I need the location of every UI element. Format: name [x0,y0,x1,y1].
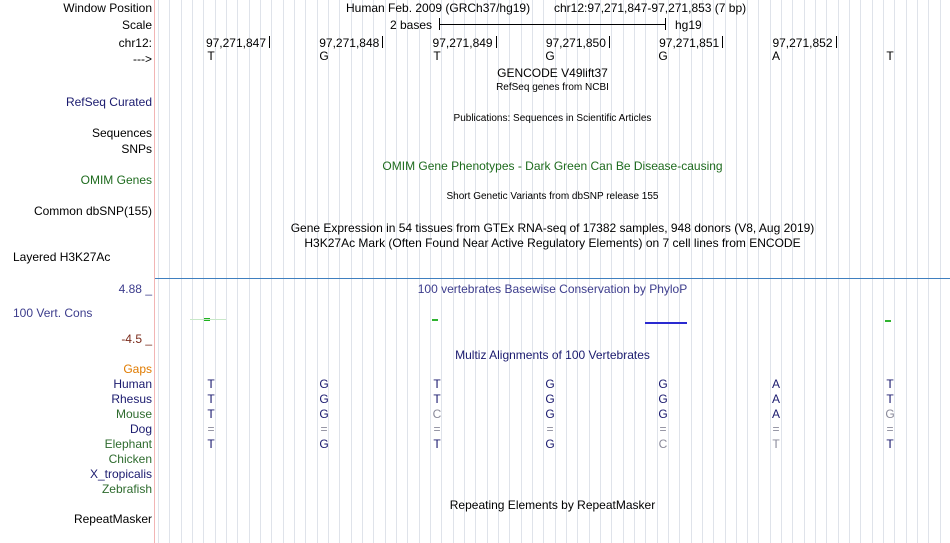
species-label-mouse[interactable]: Mouse [115,407,152,421]
alignment-base: T [207,392,215,406]
species-label-elephant[interactable]: Elephant [104,437,152,451]
cons-mark-1-base [190,319,226,320]
h3k27ac-track-desc: H3K27Ac Mark (Often Found Near Active Regulatory Elements) on 7 cell lines from ENCODE [304,236,801,250]
label-window-position[interactable]: Window Position [63,1,152,15]
ruler-tick [382,36,383,48]
alignment-base: G [545,392,555,406]
species-label-x_tropicalis[interactable]: X_tropicalis [89,467,152,481]
label-sequences[interactable]: Sequences [91,126,152,140]
label-snps[interactable]: SNPs [121,142,152,156]
alignment-base: = [659,422,667,436]
reference-base: A [771,49,780,63]
cons-mark-4 [885,320,891,322]
alignment-base: = [320,422,328,436]
scale-bar-left-end [439,18,440,30]
label-dbsnp[interactable]: Common dbSNP(155) [33,204,152,218]
alignment-base: C [658,437,668,451]
alignment-base: G [658,407,668,421]
label-cons[interactable]: 100 Vert. Cons [13,306,93,320]
reference-base: T [433,49,441,63]
ruler-position-label: 97,271,849 [432,36,493,50]
label-strand[interactable]: ---> [133,52,152,66]
ruler-tick [609,36,610,48]
alignment-base: T [772,437,780,451]
ruler-tick [836,36,837,48]
alignment-base: T [433,377,441,391]
label-cons-max: 4.88 _ [118,282,152,296]
ruler-tick [269,36,270,48]
alignment-base: G [319,407,329,421]
alignment-base: G [319,377,329,391]
alignment-base: T [886,392,894,406]
label-h3k27ac[interactable]: Layered H3K27Ac [13,250,111,264]
reference-base: G [319,49,329,63]
alignment-base: = [433,422,441,436]
alignment-base: T [207,437,215,451]
ruler-position-label: 97,271,850 [545,36,606,50]
species-label-rhesus[interactable]: Rhesus [111,392,152,406]
alignment-base: G [545,407,555,421]
species-label-human[interactable]: Human [113,377,152,391]
alignment-base: A [771,377,780,391]
multiz-track-desc: Multiz Alignments of 100 Vertebrates [455,348,650,362]
ruler-position-label: 97,271,848 [319,36,380,50]
track-separator [155,278,950,279]
alignment-base: = [546,422,554,436]
omim-track-desc: OMIM Gene Phenotypes - Dark Green Can Be Disease-causing [382,159,723,173]
species-label-chicken[interactable]: Chicken [108,452,152,466]
species-label-dog[interactable]: Dog [129,422,152,436]
alignment-base: A [771,407,780,421]
alignment-base: = [886,422,894,436]
ruler-position-label: 97,271,851 [659,36,720,50]
window-position-text: chr12:97,271,847-97,271,853 (7 bp) [554,1,747,15]
alignment-base: G [658,377,668,391]
label-scale[interactable]: Scale [121,18,152,32]
alignment-base: T [207,407,215,421]
label-omim[interactable]: OMIM Genes [80,173,152,187]
alignment-base: T [886,437,894,451]
publications-track-desc: Publications: Sequences in Scientific Articles [453,113,652,124]
label-chrom[interactable]: chr12: [118,36,152,50]
scale-db: hg19 [675,18,702,32]
ruler-position-label: 97,271,852 [772,36,833,50]
dbsnp-track-desc: Short Genetic Variants from dbSNP release 155 [446,191,659,202]
alignment-base: G [658,392,668,406]
alignment-base: T [433,437,441,451]
assembly-title: Human Feb. 2009 (GRCh37/hg19) [346,1,531,15]
scale-bar [439,24,666,25]
alignment-base: G [545,377,555,391]
cons-track-desc: 100 vertebrates Basewise Conservation by PhyloP [417,282,688,296]
cons-mark-3 [645,322,687,324]
scale-bar-right-end [665,18,666,30]
ruler-tick [722,36,723,48]
gtex-track-desc: Gene Expression in 54 tissues from GTEx RNA-seq of 17382 samples, 948 donors (V8, Aug 2019) [290,221,815,235]
alignment-base: = [207,422,215,436]
label-cons-min: -4.5 _ [121,332,152,346]
alignment-base: A [771,392,780,406]
reference-base: T [886,49,894,63]
repeat-track-desc: Repeating Elements by RepeatMasker [449,498,656,512]
reference-base: G [658,49,668,63]
species-label-zebrafish[interactable]: Zebrafish [101,482,152,496]
ruler-tick [496,36,497,48]
gencode-track-title[interactable]: GENCODE V49lift37 [497,66,608,80]
alignment-base: G [319,437,329,451]
alignment-base: T [886,377,894,391]
alignment-base: G [319,392,329,406]
label-gaps[interactable]: Gaps [123,362,152,376]
alignment-base: T [207,377,215,391]
refseq-track-desc: RefSeq genes from NCBI [496,82,609,93]
alignment-base: = [772,422,780,436]
alignment-base: C [432,407,442,421]
label-refseq[interactable]: RefSeq Curated [65,95,152,109]
ruler-position-label: 97,271,847 [205,36,266,50]
scale-text: 2 bases [390,18,433,32]
reference-base: G [545,49,555,63]
alignment-base: T [433,392,441,406]
alignment-base: G [885,407,895,421]
cons-mark-2 [432,319,438,321]
reference-base: T [207,49,215,63]
label-repeatmasker[interactable]: RepeatMasker [73,512,152,526]
alignment-base: G [545,437,555,451]
